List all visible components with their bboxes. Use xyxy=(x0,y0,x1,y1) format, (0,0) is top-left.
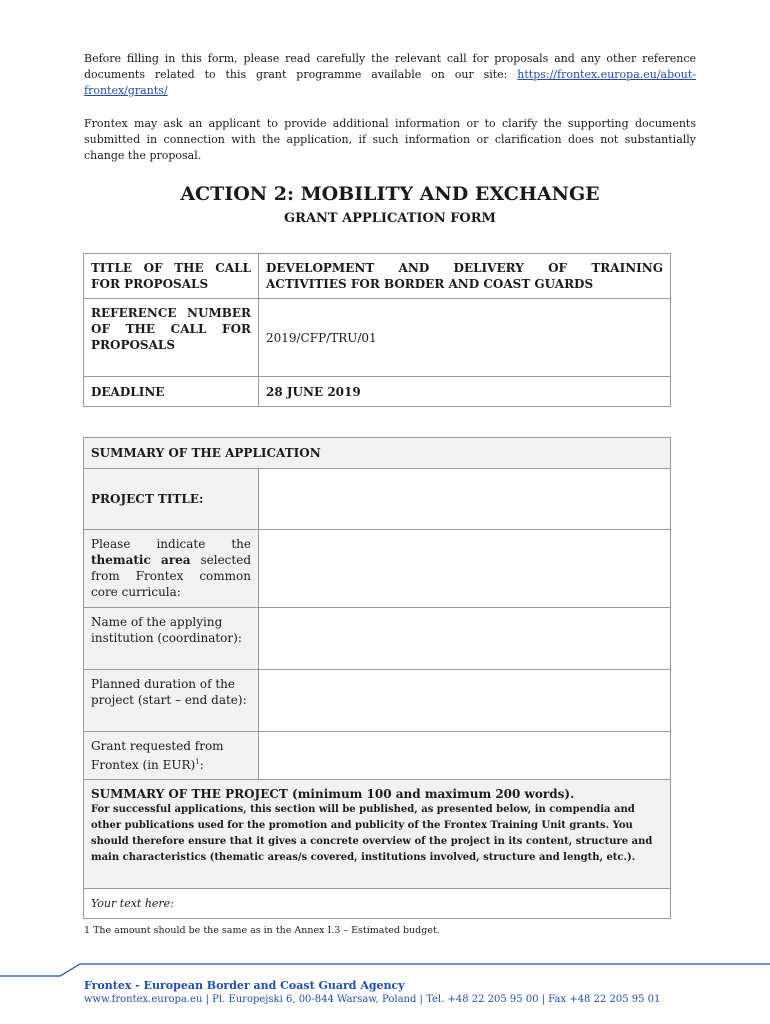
grant-footnote-ref: 1 xyxy=(195,758,200,766)
footer-wave-line xyxy=(0,960,770,980)
reference-row xyxy=(84,299,671,377)
thematic-label-bold: thematic area xyxy=(91,553,191,567)
thematic-label-pre: Please indicate the xyxy=(91,537,251,551)
thematic-input[interactable] xyxy=(259,530,671,608)
grant-label xyxy=(84,732,259,780)
call-title-value: DEVELOPMENT AND DELIVERY OF TRAINING ACTIVITIES FOR BORDER AND COAST GUARDS xyxy=(259,254,671,299)
reference-value: 2019/CFP/TRU/01 xyxy=(259,299,671,377)
deadline-value: 28 JUNE 2019 xyxy=(259,377,671,407)
grants-link[interactable]: https://frontex.europa.eu/about-frontex/grants/ xyxy=(84,68,696,97)
summary-table xyxy=(83,437,671,919)
deadline-row xyxy=(84,377,671,407)
project-summary-note: For successful applications, this section will be published, as presented below, in compendia and other publications used for the promotion and publicity of the Frontex Training Unit grants. You should therefore ensure that it gives a concrete overview of the project in its content, structure and main characteristics (thematic areas/s covered, institutions involved, structure and length, etc.). xyxy=(91,804,653,863)
thematic-row xyxy=(84,530,671,608)
summary-heading: SUMMARY OF THE APPLICATION xyxy=(84,438,671,469)
duration-label: Planned duration of the project (start – end date): xyxy=(84,670,259,732)
project-title-label: PROJECT TITLE: xyxy=(84,469,259,530)
project-summary-row xyxy=(84,780,671,889)
footer-wave-path xyxy=(0,964,770,976)
reference-label: REFERENCE NUMBER OF THE CALL FOR PROPOSALS xyxy=(84,299,259,377)
footer-agency: Frontex - European Border and Coast Guard Agency xyxy=(84,979,405,992)
grant-input[interactable] xyxy=(259,732,671,780)
footnote: 1 The amount should be the same as in the Annex I.3 – Estimated budget. xyxy=(84,925,440,936)
call-title-row xyxy=(84,254,671,299)
institution-input[interactable] xyxy=(259,608,671,670)
page-subtitle: GRANT APPLICATION FORM xyxy=(284,211,496,226)
thematic-label xyxy=(84,530,259,608)
call-info-table xyxy=(83,253,671,407)
text-entry-row xyxy=(84,889,671,919)
call-title-label: TITLE OF THE CALL FOR PROPOSALS xyxy=(84,254,259,299)
thematic-label-post: selected from Frontex common core curricula: xyxy=(91,553,251,599)
summary-text-input[interactable]: Your text here: xyxy=(84,889,671,919)
duration-row xyxy=(84,670,671,732)
deadline-label: DEADLINE xyxy=(84,377,259,407)
project-summary-heading: SUMMARY OF THE PROJECT (minimum 100 and maximum 200 words). xyxy=(91,787,575,801)
project-summary-cell xyxy=(84,780,671,889)
page-title: ACTION 2: MOBILITY AND EXCHANGE xyxy=(180,183,600,205)
intro-paragraph-2: Frontex may ask an applicant to provide additional information or to clarify the supporting documents submitted in connection with the application, if such information or clarification does not substantially change the proposal. xyxy=(84,117,696,162)
institution-row xyxy=(84,608,671,670)
summary-heading-row xyxy=(84,438,671,469)
intro-text-1: Before filling in this form, please read carefully the relevant call for proposals and any other reference documents related to this grant programme available on our site: xyxy=(84,52,696,81)
intro-paragraph-1 xyxy=(84,51,696,99)
grant-label-colon: : xyxy=(199,758,204,772)
project-title-input[interactable] xyxy=(259,469,671,530)
duration-input[interactable] xyxy=(259,670,671,732)
project-title-row xyxy=(84,469,671,530)
institution-label: Name of the applying institution (coordinator): xyxy=(84,608,259,670)
footer-contact: www.frontex.europa.eu | Pl. Europejski 6, 00-844 Warsaw, Poland | Tel. +48 22 205 95 00 | Fax +48 22 205 95 01 xyxy=(84,994,661,1005)
grant-label-text: Grant requested from Frontex (in EUR) xyxy=(91,739,224,772)
grant-row xyxy=(84,732,671,780)
